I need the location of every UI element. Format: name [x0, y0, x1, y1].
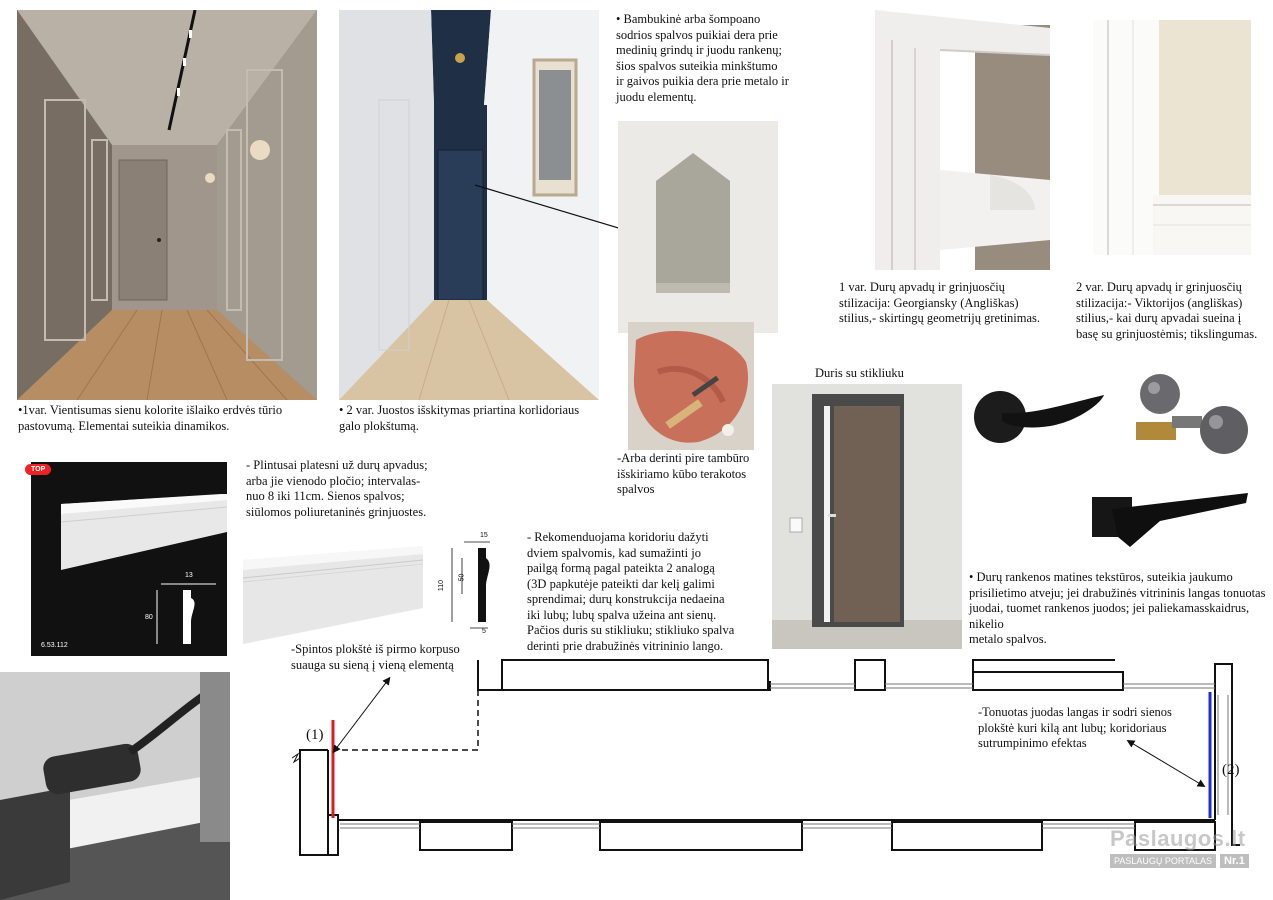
watermark-title: Paslaugos.lt [1110, 826, 1246, 851]
dim-height: 80 [145, 614, 153, 621]
terracotta-paint-photo [628, 322, 754, 450]
caption-bamboo: • Bambukinė arba šompoano sodrios spalvos puikiai dera prie medinių grindų ir juodu rankenų; šios spalvos suteikia minkštumo ir gaivos puikia dera prie metalo ir juodu elementų. [616, 12, 789, 104]
knob-handle-photo [1132, 366, 1254, 462]
dim-mid: 50 [458, 573, 466, 582]
caption-door-glass: Duris su stikliuku [815, 366, 904, 380]
plan-marker-1: (1) [306, 727, 324, 743]
caption-wardrobe: -Spintos plokštė iš pirmo korpuso suauga su sieną į vieną elementą [291, 642, 460, 672]
corridor-photo-var1 [17, 10, 317, 400]
caption-var1: •1var. Vientisumas sienu kolorite išlaiko erdvės tūrio pastovumą. Elementai suteikia dinamikos. [18, 403, 283, 433]
top-badge: TOP [25, 464, 51, 475]
caption-var2: • 2 var. Juostos išskitymas priartina korlidoriaus galo plokštumą. [339, 403, 580, 433]
trim-photo-victorian [1093, 20, 1251, 255]
dim-width: 13 [185, 572, 193, 579]
lever-handle-photo [972, 385, 1110, 455]
plinth-render [237, 540, 427, 645]
trim-photo-georgian [870, 10, 1052, 270]
caption-plinth: - Plintusai platesni už durų apvadus; arba jie vienodo pločio; intervalas- nuo 8 iki 11cm. Sienos spalvos; siūlomos poliuretaninės grinjuostes. [246, 458, 428, 519]
caption-handles: • Durų rankenos matines tekstūros, suteikia jaukumo prisilietimo atveju; jei drabužinės vitrininis langas tonuotas juodai, tuomet rankenos juodos; jei paliekamasskaidrus, nikelio metalo spalvos. [969, 570, 1266, 646]
dim-bottom: 5 [482, 628, 486, 635]
watermark [1110, 826, 1250, 868]
caption-trim-var2: 2 var. Durų apvadų ir grinjuosčių stilizacija:- Viktorijos (angliškas) stilius,- kai durų apvadai sueina į basę su grinjuostėmis; tikslingumas. [1076, 280, 1258, 341]
plan-marker-2: (2) [1222, 762, 1240, 778]
watermark-subtitle: PASLAUGŲ PORTALAS [1110, 854, 1216, 868]
product-code: 6.53.112 [41, 642, 68, 649]
door-glass-photo [772, 384, 962, 649]
bamboo-swatch-photo [618, 121, 778, 333]
caption-tinted: -Tonuotas juodas langas ir sodri sienos plokštė kuri kilą ant lubų; koridoriaus sutrumpinimo efektas [978, 705, 1172, 750]
caption-trim-var1: 1 var. Durų apvadų ir grinjuosčių stilizacija: Georgiansky (Angliškas) stilius,- skirtingų geometrijų gretinimas. [839, 280, 1041, 325]
paint-roller-photo [0, 672, 230, 900]
caption-recommend: - Rekomenduojama koridoriu dažyti dviem spalvomis, kad sumažinti jo pailgą formą pagal pateikta 2 analogą (3D papkutėje pateikti dar kelį galimi sprendimai; durų konstrukcija nedaeina iki lubų; lubų spalva užeina ant sienų. Pačios duris su stikliuku; stikliuko spalva derinti prie drabužinės vitrininio lango. [527, 530, 735, 653]
skirting-product-card [31, 462, 227, 656]
square-lever-handle-photo [1090, 487, 1250, 549]
caption-terracotta: -Arba derinti pire tambūro išskiriamo kūbo terakotos spalvos [617, 451, 750, 496]
dim-height-110: 110 [438, 579, 446, 592]
dim-top: 15 [480, 532, 488, 539]
plinth-profile-drawing [438, 530, 498, 638]
watermark-badge: Nr.1 [1220, 854, 1249, 868]
